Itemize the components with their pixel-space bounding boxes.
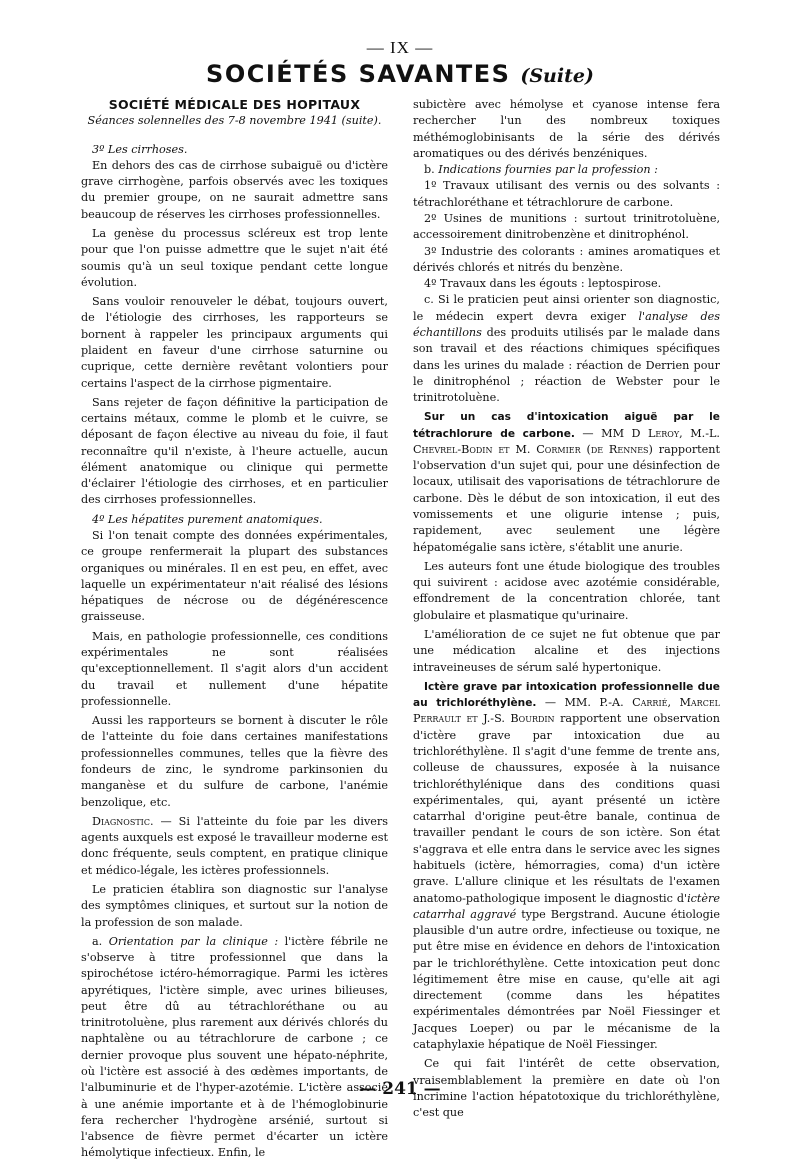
paragraph: subictère avec hémolyse et cyanose intense fera rechercher l'un des nombreux toxiques méthémoglobinisants de la série des dérivés aromatiques ou des dérivés benzéniques.	[413, 98, 720, 160]
paragraph: Aussi les rapporteurs se bornent à discuter le rôle de l'atteinte du foie dans certaines manifestations professionnelles communes, telles que la fièvre des fondeurs de zinc, le syndrome parkinsonien du manganèse et du sulfure de carbone, l'anémie benzolique, etc.	[81, 714, 388, 809]
paragraph-orientation	[81, 934, 388, 1162]
left-column	[81, 97, 388, 1162]
page-title	[0, 60, 800, 88]
page-title-suite: (Suite)	[520, 65, 594, 87]
diagnostic-label: Diagnostic.	[92, 814, 154, 828]
paragraph-text: des produits utilisés par le malade dans son travail et des réactions chimiques spécifiques dans les urines du malade : réaction de Derrien pour le dinitrophénol ; réaction de Webster pour le trinitrotoluène.	[413, 325, 720, 405]
paragraph-c	[413, 292, 720, 406]
subheading-cirrhoses: 3º Les cirrhoses.	[92, 142, 188, 156]
list-item: 3º Industrie des colorants : amines aromatiques et dérivés chlorés et nitrés du benzène.	[413, 244, 720, 274]
section-heading: SOCIÉTÉ MÉDICALE DES HOPITAUX	[108, 97, 361, 112]
paragraph-text: rapportent l'observation d'un sujet qui, pour une désinfection de locaux, utilisait des vaporisations de tétrachlorure de carbone. Dès le début de son intoxication, il eut des vomissements et une oligurie intense ; puis, rapidement, avec seulement une légère hépatomégalie sans ictère, s'établit une anurie.	[413, 442, 720, 554]
page-number: — 241 —	[359, 1079, 441, 1099]
right-column	[413, 97, 720, 1121]
article-authors: — MM D Leroy, M.-L. Chevrel-Bodin et M. Cormier (de Rennes)	[413, 426, 720, 456]
page-title-text: SOCIÉTÉS SAVANTES	[206, 60, 511, 88]
paragraph: Le praticien établira son diagnostic sur l'analyse des symptômes cliniques, et surtout sur la notion de la profession de son malade.	[81, 882, 388, 929]
session-subtitle: Séances solennelles des 7-8 novembre 1941 (suite).	[87, 114, 382, 128]
paragraph: L'amélioration de ce sujet ne fut obtenue que par une médication alcaline et des injections intraveineuses de sérum salé hypertonique.	[413, 628, 720, 674]
paragraph: Mais, en pathologie professionnelle, ces conditions expérimentales ne sont réalisées qu'exceptionnellement. Il s'agit alors d'un accident du travail et nullement d'une hépatite professionnelle.	[81, 629, 388, 708]
article-authors: — MM. P.-A. Carrié, Marcel Perrault et J.-S. Bourdin	[413, 696, 720, 726]
paragraph: En dehors des cas de cirrhose subaiguë ou d'ictère grave cirrhogène, parfois observés avec les toxiques du premier groupe, on ne saurait admettre sans beaucoup de réserves les cirrhoses professionnelles.	[81, 158, 388, 221]
paragraph: Les auteurs font une étude biologique des troubles qui suivirent : acidose avec azotémie considérable, effondrement de la concentration chlorée, tant globulaire et plasmatique qu'urinaire.	[413, 559, 720, 622]
article-trichlorethylene	[413, 679, 720, 1053]
paragraph: Sans vouloir renouveler le débat, toujours ouvert, de l'étiologie des cirrhoses, les rapporteurs se bornent à rappeler les principaux arguments qui plaident en faveur d'une cirrhose saturnine ou cuprique, cette dernière revêtant volontiers pour certains l'aspect de la cirrhose pigmentaire.	[81, 295, 388, 390]
roman-page-number: — IX —	[366, 38, 434, 57]
paragraph: La genèse du processus scléreux est trop lente pour que l'on puisse admettre que le sujet n'ait été soumis qu'à un seul toxique pendant cette longue évolution.	[81, 226, 388, 289]
paragraph-text: — Si l'atteinte du foie par les divers agents auxquels est exposé le travailleur moderne est donc fréquente, seuls comptent, en pratique clinique et médico-légale, les ictères professionnels.	[81, 814, 388, 877]
article-tetrachlorure	[413, 409, 720, 556]
emphasis: l'analyse des échantillons	[413, 309, 720, 339]
list-letter: b.	[424, 163, 439, 177]
emphasis: ictère catarrhal aggravé	[413, 891, 720, 921]
article-heading: Ictère grave par intoxication professionnelle due au trichloréthylène.	[413, 680, 720, 710]
list-item: 4º Travaux dans les égouts : leptospirose.	[424, 277, 662, 291]
paragraph-text: c. Si le praticien peut ainsi orienter son diagnostic, le médecin expert devra exiger	[413, 293, 720, 323]
paragraph: Ce qui fait l'intérêt de cette observation, vraisemblablement la première en date où l'on incrimine l'action hépatotoxique du trichloréthylène, c'est que	[413, 1057, 720, 1120]
paragraph-text: rapportent une observation d'ictère grave par intoxication due au trichloréthylène. Il s'agit d'une femme de trente ans, colleuse de chaussures, exposée à la nuisance trichloréthylénique dans des conditions quasi expérimentales, qui, ayant présenté un ictère catarrhal d'origine peut-être banale, continua de travailler pendant le cours de son ictère. Son état s'aggrava et elle entra dans le service avec les signes habituels (ictère, hémorragies, coma) d'un ictère grave. L'allure clinique et les résultats de l'examen anatomo-pathologique imposent le diagnostic d'	[413, 712, 720, 905]
article-heading: Sur un cas d'intoxication aiguë par le tétrachlorure de carbone.	[413, 411, 720, 440]
list-item: 1º Travaux utilisant des vernis ou des solvants : tétrachloréthane et tétrachlorure de carbone.	[413, 179, 720, 209]
paragraph-diagnostic	[81, 814, 388, 879]
indications-label: Indications fournies par la profession :	[438, 163, 658, 177]
list-item: 2º Usines de munitions : surtout trinitrotoluène, accessoirement dinitrobenzène et dinitrophénol.	[413, 211, 720, 242]
subheading-hepatites: 4º Les hépatites purement anatomiques.	[92, 512, 323, 526]
paragraph-text: l'ictère fébrile ne s'observe à titre professionnel que dans la spirochétose ictéro-hémorragique. Parmi les ictères apyrétiques, l'ictère simple, avec urines bilieuses, peut être dû au tétrachloréthane ou au trinitrotoluène, plus rarement aux dérivés chlorés du naphtalène ou au tétrachlorure de carbone ; ce dernier provoque plus souvent une hépato-néphrite, où l'ictère est associé à des œdèmes importants, de l'albuminurie et de l'hyper-azotémie. L'ictère associé à une anémie importante et à de l'hémoglobinurie fera rechercher l'hydrogène arsénié, surtout si l'absence de fièvre permet d'écarter un ictère hémolytique infectieux. Enfin, le	[81, 934, 388, 1160]
paragraph: Sans rejeter de façon définitive la participation de certains métaux, comme le plomb et le cuivre, se déposant de façon élective au niveau du foie, il faut reconnaître qu'il n'existe, à l'heure actuelle, aucun élément anatomique ou clinique qui permette d'éclairer l'étiologie des cirrhoses, et en particulier des cirrhoses professionnelles.	[81, 395, 388, 507]
indications-heading	[413, 162, 720, 178]
paragraph-text: type Bergstrand. Aucune étiologie plausible d'un autre ordre, infectieuse ou toxique, ne put être mise en évidence en dehors de l'intoxication par le trichloréthylène. Cette intoxication peut donc légitimement être mise en cause, qu'elle ait agi directement (comme dans les hépatites expérimentales démontrées par Noël Fiessinger et Jacques Loeper) ou par le mécanisme de la cataphylaxie hépatique de Noël Fiessinger.	[413, 907, 720, 1052]
orientation-label: Orientation par la clinique :	[108, 934, 279, 948]
paragraph: Si l'on tenait compte des données expérimentales, ce groupe renfermerait la plupart des substances organiques ou minérales. Il en est peu, en effet, avec laquelle un expérimentateur n'ait réalisé des lésions hépatiques de nécrose ou de dégénérescence graisseuse.	[81, 529, 388, 624]
list-letter: a.	[92, 934, 109, 948]
